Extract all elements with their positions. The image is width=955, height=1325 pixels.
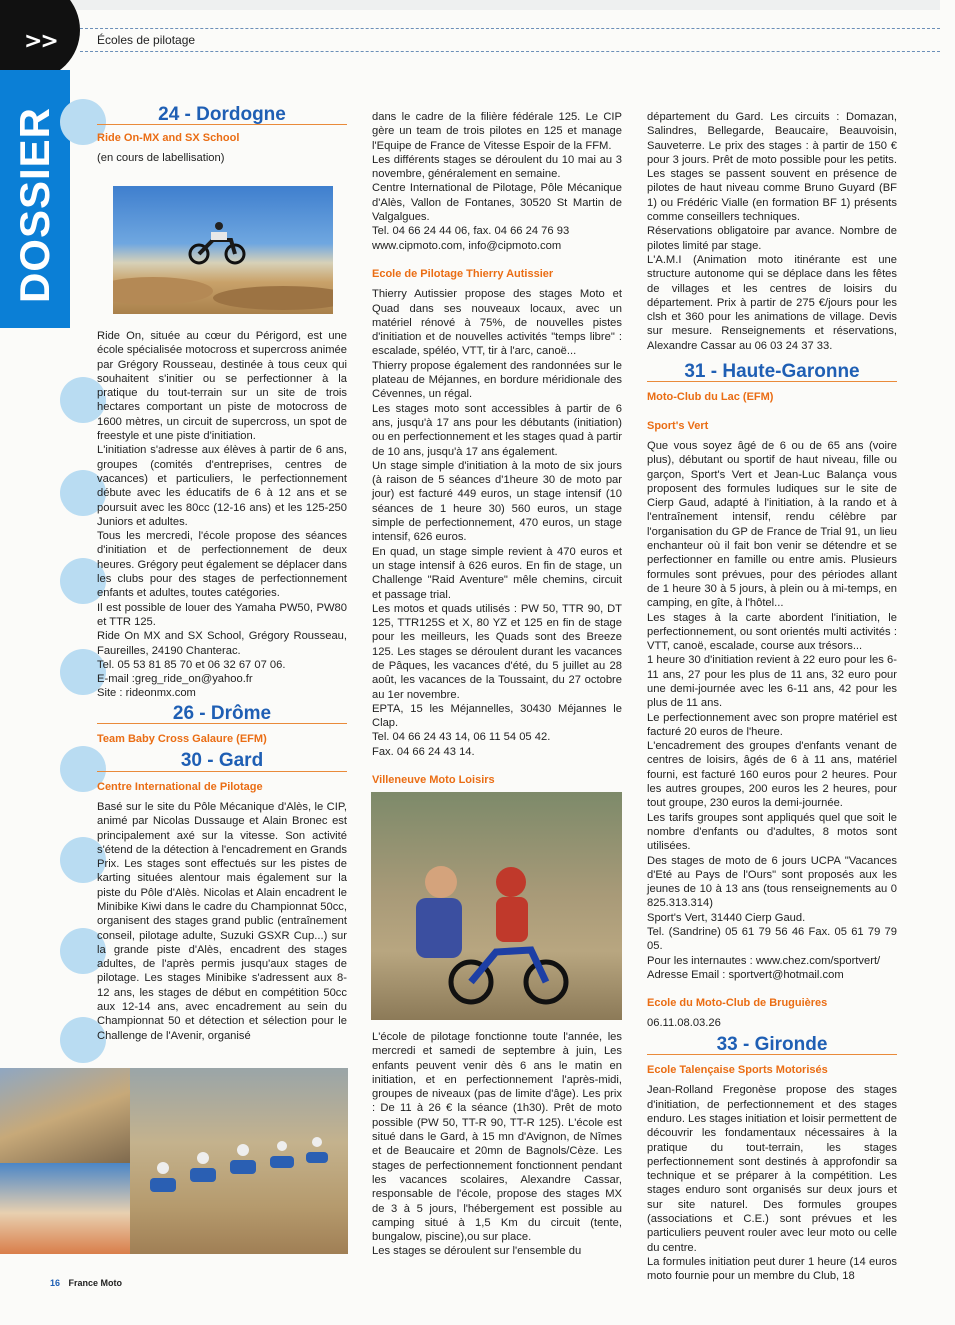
school-name: Ride On-MX and SX School <box>97 132 240 145</box>
photo-motocross-jump <box>113 186 333 314</box>
photo-rider-portrait <box>0 1068 130 1163</box>
paragraph: Basé sur le site du Pôle Mécanique d'Alès, le CIP, animé par Nicolas Dussauge et Alain Bronec est principalement axé sur la vitesse. Son activité s'étend de la détection à l'encadrement en Grands Prix. Les stages sont effectués sur les pistes de karting situées alentour mais également sur la piste du Pôle d'Alès. Nicolas et Alain encadrent le Minibike Kiwi dans le cadre du Championnat 50cc, organisent des stages grand public (entraînement conseil, pilotage adulte, Suzuki GSXR Cup...) sur la grande piste d'Alès, encadrent des stages adultes, de l'après permis jusqu'aux stages de pilotage. Les stages Minibike s'adressent aux 8-12 ans, les stages de début en compétition 50cc aux 12-14 ans, avec encadrement au sein du Championnat 50 et détection et sélection pour le Challenge de l'Avenir, organisé <box>97 800 347 1042</box>
paragraph: Fax. 04 66 24 43 14. <box>372 745 475 758</box>
paragraph: Tous les mercredi, l'école propose des séances d'initiation et de perfectionnement de deux heures. Grégory peut également se déplacer dans les clubs pour des stages de perfectionnement enfants et adultes, toutes catégories. <box>97 530 347 600</box>
paragraph: Thierry Autissier propose des stages Moto et Quad dans ses nouveaux locaux, avec un matériel rénové à 75%, de nouvelles pistes d'initiation et de nouvelles activités "temps libre" : escalade, spéléo, VTT, tir à l'arc, canoë... <box>372 288 622 358</box>
paragraph: L'A.M.I (Animation moto itinérante est une structure autonome qui se déplace dans les fêtes de villages et les centres de loisirs du département. Prix à partir de 275 €/jours pour les clsh et 360 pour les animations de village. Devis sur mesure. Renseignements et réservations, Alexandre Cassar au 06 03 24 37 33. <box>647 253 897 352</box>
paragraph: Un stage simple d'initiation à la moto de six jours (à raison de 5 séances d'1heure 30 de moto par jour) est facturé 449 euros, un stage intensif (10 séances de 1 heure 30) 560 euros, un stage simple de perfectionnement, 470 euros, un stage intensif, 626 euros. <box>372 459 622 544</box>
rubric-title: Écoles de pilotage <box>97 33 196 47</box>
photo-kids-group <box>0 1163 130 1254</box>
paragraph: Site : rideonmx.com <box>97 687 196 700</box>
school-name: Centre International de Pilotage <box>97 780 263 793</box>
school-name: Ecole du Moto-Club de Bruguières <box>647 997 828 1010</box>
paragraph: www.cipmoto.com, info@cipmoto.com <box>372 239 562 252</box>
paragraph: Centre International de Pilotage, Pôle Mécanique d'Alès, Vallon de Fontanes, 30520 St Martin de Valgalgues. <box>372 182 622 224</box>
photo-riders-track <box>130 1068 348 1254</box>
paragraph: Que vous soyez âgé de 6 ou de 65 ans (voire plus), débutant ou sportif de haut niveau, fille ou garçon, Sport's Vert et Jean-Luc Balança vous proposent des formules ludiques sur le site de Cierp Gaud, adapté à l'initiation, à la rando et à l'entraînement intensif, rendu célèbre par l'organisation du GP de France de Trial 91, un lieu enchanteur où il fait bon venir se détendre et se perfectionner en famille ou entre amis. Plusieurs formules sont prévues, pour des périodes allant de 1 heure 30 à 5 jours, à plein ou à mi-temps, en camping, en gîte, à l'hôtel... <box>647 439 897 610</box>
paragraph: 1 heure 30 d'initiation revient à 22 euro pour les 6-11 ans, 27 pour les plus de 11 ans, 32 euro pour une demi-journée avec les 6-11 ans, 42 pour les plus de 11 ans. <box>647 654 897 710</box>
paragraph: Des stages de moto de 6 jours UCPA "Vacances d'Eté au Pays de l'Ours" sont proposés aux les jeunes de 10 à 13 ans (tous renseignements au 0 825.313.314) <box>647 854 897 910</box>
paragraph: EPTA, 15 les Méjannelles, 30430 Méjannes le Clap. <box>372 702 622 730</box>
paragraph: Tel. 05 53 81 85 70 et 06 32 67 07 06. <box>97 658 286 671</box>
paragraph: Adresse Email : sportvert@hotmail.com <box>647 968 844 981</box>
school-name: Villeneuve Moto Loisirs <box>372 774 495 787</box>
section-title-haute-garonne: 31 - Haute-Garonne <box>647 365 897 382</box>
section-title-gironde: 33 - Gironde <box>647 1038 897 1055</box>
paragraph: Tel. 04 66 24 43 14, 06 11 54 05 42. <box>372 731 551 744</box>
header-rule-bottom <box>80 51 940 52</box>
paragraph: Réservations obligatoire par avance. Nombre de pilotes limité par stage. <box>647 225 897 252</box>
school-name: Team Baby Cross Galaure (EFM) <box>97 733 267 746</box>
paragraph: E-mail :greg_ride_on@yahoo.fr <box>97 673 253 686</box>
school-name: Ecole de Pilotage Thierry Autissier <box>372 267 554 280</box>
paragraph: Tel. 04 66 24 44 06, fax. 04 66 24 76 93 <box>372 225 570 238</box>
page-number: 16 <box>50 1278 61 1288</box>
paragraph: Les stages à la carte abordent l'initiation, le perfectionnement, ou sont orientés multi activités : VTT, canoë, escalade, course aux trésors... <box>647 611 897 653</box>
photo-kid-on-bike <box>371 792 622 1020</box>
school-name: Sport's Vert <box>647 419 709 432</box>
paragraph: L'école de pilotage fonctionne toute l'année, les mercredi et samedi de septembre à juin, Les enfants peuvent venir dès 6 ans le matin en initiation, et en perfectionnement l'après-midi, groupes de niveaux (pas de limite d'âge). Les prix : De 11 à 26 € la séance (1h30). Prêt de moto possible (PW 50, TT-R 90, TT-R 125). L'école est situé dans le Gard, à 15 mn d'Avignon, de Nîmes et de Beaucaire et 20mn de Bagnols/Cèze. Les stages de perfectionnement fonctionnent pendant les vacances scolaires, Alexandre Cassar, responsable de l'école, propose des stages MX de 3 à 5 jours, l'hébergement est possible au camping situé à 1,5 Km du circuit (tente, bungalow, piscine),ou sur place. <box>372 1031 622 1244</box>
column-2 <box>372 110 622 787</box>
paragraph: Les différents stages se déroulent du 10 mai au 3 novembre, généralement en semaine. <box>372 153 622 181</box>
paragraph: département du Gard. Les circuits : Domazan, Salindres, Bellegarde, Beaucaire, Beauvoisin, Sauveterre. Le prix des stages : à partir de 150 € pour 3 jours. Prêt de moto possible pour les petits. Les stages se passent souvent en présence de pilotes de haut niveau comme Bruno Guyard (BF 1) ou Frédéric Vialle (en formation BF 1) présents comme conseillers techniques. <box>647 111 897 224</box>
dossier-label: DOSSIER <box>11 106 58 304</box>
section-title-dordogne: 24 - Dordogne <box>97 108 347 125</box>
column-2-bottom <box>372 1030 622 1259</box>
page-footer <box>50 1278 122 1288</box>
magazine-name: France Moto <box>68 1278 123 1288</box>
paragraph: Pour les internautes : www.chez.com/sportvert/ <box>647 954 881 967</box>
paragraph: En quad, un stage simple revient à 470 euros et un stage intensif à 626 euros. En fin de stage, un Challenge "Raid Aventure" mêle chemins, circuit et passage trial. <box>372 545 622 601</box>
label-status: (en cours de labellisation) <box>97 151 225 164</box>
phone: 06.11.08.03.26 <box>647 1016 721 1029</box>
paragraph: Ride On, située au cœur du Périgord, est une école spécialisée motocross et supercross animée par Grégory Rousseau, destinée à tous ceux qui souhaitent s'initier ou se perfectionner à la pratique du tout-terrain sur un site de trois hectares comportant un piste de motocross de 1600 mètres, un circuit de supercross, un spot de freestyle et une piste d'initiation. <box>97 330 347 443</box>
paragraph: dans le cadre de la filière fédérale 125. Le CIP gère un team de trois pilotes en 125 et manage l'Equipe de France de Vitesse Espoir de la FFM. <box>372 111 622 152</box>
paragraph: Les stages se déroulent sur l'ensemble du <box>372 1245 582 1258</box>
riders-illustration <box>130 1068 348 1254</box>
paragraph: L'encadrement des groupes d'enfants venant de centres de loisirs, âgés de 6 à 11 ans, matériel fourni, est facturé 160 euros pour 2 heures. Pour les autres groupes, 200 euros les 2 heures, pour tout groupe, 230 euros la demi-journée. <box>647 740 897 810</box>
paragraph: La formules initiation peut durer 1 heure (14 euros moto fournie pour un membre du Club, 18 <box>647 1255 897 1283</box>
paragraph: Le perfectionnement avec son propre matériel est facturé 20 euros de l'heure. <box>647 711 897 738</box>
kid-bike-illustration <box>371 792 622 1020</box>
paragraph: Thierry propose également des randonnées sur le plateau de Méjannes, en bordure méridionale des Cévennes, un régal. <box>372 359 622 401</box>
paragraph: Jean-Rolland Fregonèse propose des stages d'initiation, de perfectionnement et des stages enduro. Les stages initiation et loisir permettent de découvrir les fondamentaux nécessaires à la pratique du tout-terrain, les stages perfectionnement sont destinés à approfondir sa technique et se préparer à la compétition. Les stages enduro sont organisés sur deux jours et sur site naturel. Des formules groupes (associations et C.E.) sont prévues et les particuliers peuvent rouler avec leur moto ou celle du centre. <box>647 1084 897 1254</box>
header-rule-top <box>80 28 940 29</box>
section-title-drome: 26 - Drôme <box>97 707 347 724</box>
arrow-icon: >> <box>24 29 57 54</box>
school-name: Moto-Club du Lac (EFM) <box>647 391 774 404</box>
paragraph: Tel. (Sandrine) 05 61 79 56 46 Fax. 05 61 79 79 05. <box>647 926 897 953</box>
column-1-body <box>97 329 347 1043</box>
paragraph: Les tarifs groupes sont appliqués quel que soit le nombre d'enfants ou d'adultes, 8 motos sont utilisées. <box>647 811 897 853</box>
paragraph: L'initiation s'adresse aux élèves à partir de 6 ans, groupes (comités d'entreprises, centres de vacances) et particuliers, le perfectionnement débute avec les éducatifs de 6 à 12 ans et se poursuit avec les 80cc (12-16 ans) et les 125-250 Juniors et adultes. <box>97 444 347 528</box>
paragraph: Ride On MX and SX School, Grégory Rousseau, Faureilles, 24190 Chanterac. <box>97 630 347 657</box>
paragraph: Les stages moto sont accessibles à partir de 6 ans, jusqu'à 17 ans pour les débutants (initiation) ou en perfectionnement et les stages quad à partir de 10 ans, jusqu'à 17 ans également. <box>372 402 622 458</box>
section-title-gard: 30 - Gard <box>97 754 347 771</box>
motocross-jump-illustration <box>113 186 333 314</box>
paragraph: Sport's Vert, 31440 Cierp Gaud. <box>647 911 806 924</box>
paragraph: Il est possible de louer des Yamaha PW50, PW80 et TTR 125. <box>97 601 347 628</box>
school-name: Ecole Talençaise Sports Motorisés <box>647 1064 828 1077</box>
photo-collage <box>0 1068 348 1254</box>
page-edge <box>70 0 940 10</box>
column-1 <box>97 104 347 165</box>
column-3 <box>647 110 897 1284</box>
paragraph: Les motos et quads utilisés : PW 50, TTR 90, DT 125, TTR125S et X, 80 YZ et 125 en fin de stage pour les meilleurs, les Quads sont des Breeze 125. Les stages se déroulent durant les vacances de Pâques, les vacances d'été, du 5 juillet au 28 août, les vacances de la Toussaint, du 27 octobre au 1er novembre. <box>372 602 622 701</box>
